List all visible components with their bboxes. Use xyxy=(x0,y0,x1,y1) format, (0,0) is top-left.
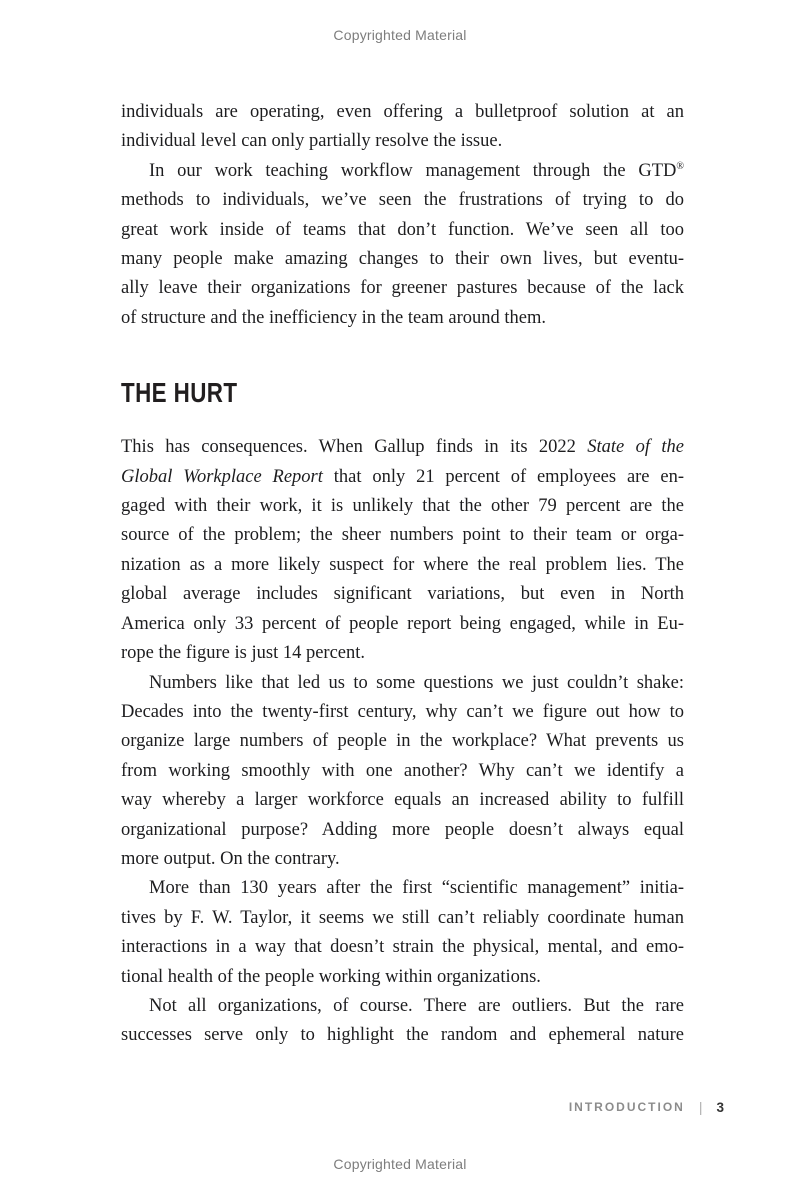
text-segment: nization as a more likely suspect for where the real problem lies. The xyxy=(121,554,684,575)
italic-text-segment: Global Workplace Report xyxy=(121,466,323,487)
paragraph xyxy=(121,669,684,875)
text-line xyxy=(121,698,684,727)
text-line xyxy=(121,816,684,845)
copyright-notice-top: Copyrighted Material xyxy=(333,27,467,43)
text-line xyxy=(121,186,684,215)
text-line xyxy=(121,304,684,333)
text-line xyxy=(121,904,684,933)
paragraph xyxy=(121,874,684,992)
text-line xyxy=(121,786,684,815)
text-line xyxy=(121,551,684,580)
superscript-registered-mark: ® xyxy=(676,160,684,172)
text-segment: More than 130 years after the first “scientific management” initia- xyxy=(149,878,684,899)
text-segment: of structure and the inefficiency in the team around them. xyxy=(121,307,547,328)
text-line xyxy=(121,845,684,874)
text-segment: interactions in a way that doesn’t strain the physical, mental, and emo- xyxy=(121,937,684,958)
text-line xyxy=(121,639,684,668)
section-heading: THE HURT xyxy=(121,377,238,409)
text-line xyxy=(121,669,684,698)
text-line xyxy=(121,127,684,156)
text-block xyxy=(121,98,684,1051)
text-segment: organize large numbers of people in the workplace? What prevents us xyxy=(121,731,684,752)
text-line xyxy=(121,963,684,992)
text-line xyxy=(121,98,684,127)
text-segment: organizational purpose? Adding more people doesn’t always equal xyxy=(121,819,684,840)
text-segment: way whereby a larger workforce equals an increased ability to fulfill xyxy=(121,790,684,811)
text-line xyxy=(121,757,684,786)
text-segment: successes serve only to highlight the random and ephemeral nature xyxy=(121,1025,684,1046)
text-line xyxy=(121,216,684,245)
text-segment: This has consequences. When Gallup finds in its 2022 xyxy=(121,437,588,458)
paragraphs-before-heading xyxy=(121,98,684,333)
paragraphs-after-heading xyxy=(121,433,684,1051)
italic-text-segment: State of the xyxy=(587,437,684,458)
text-segment: tional health of the people working within organizations. xyxy=(121,966,541,987)
text-segment: rope the figure is just 14 percent. xyxy=(121,643,366,664)
text-line xyxy=(121,492,684,521)
text-segment: more output. On the contrary. xyxy=(121,848,340,869)
text-segment: great work inside of teams that don’t function. We’ve seen all too xyxy=(121,219,684,240)
text-line xyxy=(121,610,684,639)
text-segment: Not all organizations, of course. There are outliers. But the rare xyxy=(149,995,684,1016)
footer-divider: | xyxy=(698,1099,703,1115)
text-line xyxy=(121,727,684,756)
text-segment: from working smoothly with one another? Why can’t we identify a xyxy=(121,760,684,781)
paragraph xyxy=(121,992,684,1051)
text-line xyxy=(121,433,684,462)
text-segment: that only 21 percent of employees are en- xyxy=(322,466,684,487)
text-line xyxy=(121,245,684,274)
text-line xyxy=(121,580,684,609)
text-segment: ally leave their organizations for greener pastures because of the lack xyxy=(121,278,684,299)
text-segment: methods to individuals, we’ve seen the frustrations of trying to do xyxy=(121,190,684,211)
text-line xyxy=(121,1021,684,1050)
text-segment: individual level can only partially resolve the issue. xyxy=(121,131,503,152)
paragraph xyxy=(121,98,684,157)
text-segment: Numbers like that led us to some questions we just couldn’t shake: xyxy=(149,672,684,693)
text-segment: many people make amazing changes to their own lives, but eventu- xyxy=(121,249,684,270)
text-segment: America only 33 percent of people report being engaged, while in Eu- xyxy=(121,613,684,634)
text-line xyxy=(121,463,684,492)
text-line xyxy=(121,274,684,303)
text-segment: global average includes significant variations, but even in North xyxy=(121,584,684,605)
text-segment: Decades into the twenty-first century, why can’t we figure out how to xyxy=(121,701,684,722)
text-line xyxy=(121,933,684,962)
paragraph xyxy=(121,433,684,668)
text-segment: individuals are operating, even offering a bulletproof solution at an xyxy=(121,102,684,122)
copyright-notice-bottom: Copyrighted Material xyxy=(333,1156,467,1172)
paragraph xyxy=(121,157,684,333)
text-line xyxy=(121,157,684,186)
text-line xyxy=(121,521,684,550)
text-segment: gaged with their work, it is unlikely that the other 79 percent are the xyxy=(121,496,684,517)
text-line xyxy=(121,874,684,903)
text-segment: In our work teaching workflow management through the GTD xyxy=(149,160,677,181)
text-segment: source of the problem; the sheer numbers point to their team or orga- xyxy=(121,525,684,546)
page-footer xyxy=(569,1099,724,1115)
footer-section-label: INTRODUCTION xyxy=(568,1100,685,1114)
text-segment: tives by F. W. Taylor, it seems we still can’t reliably coordinate human xyxy=(121,907,684,928)
text-line xyxy=(121,992,684,1021)
footer-page-number: 3 xyxy=(716,1099,724,1115)
